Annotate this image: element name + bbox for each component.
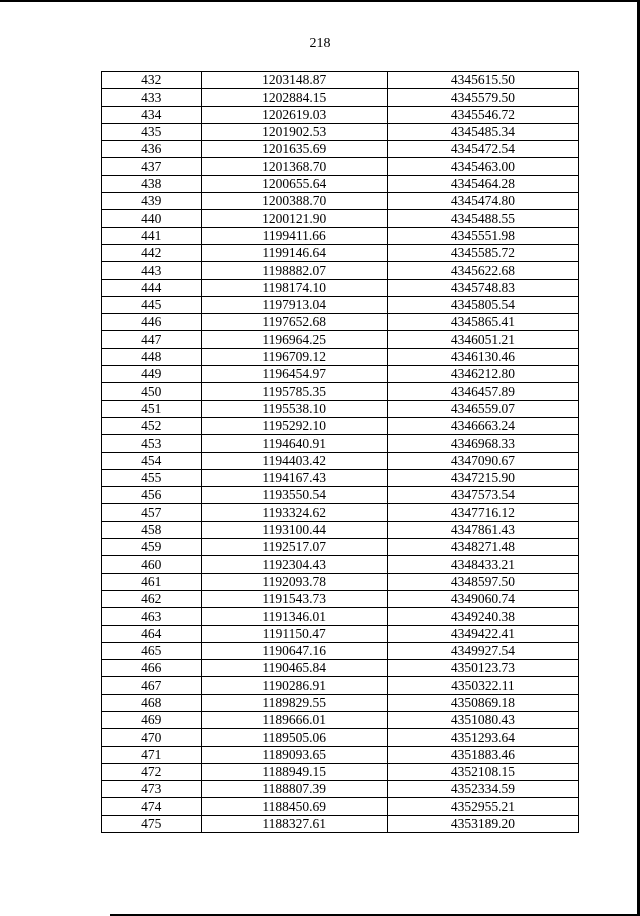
x-coordinate-cell: 1190465.84: [201, 660, 387, 677]
y-coordinate-cell: 4352334.59: [387, 781, 578, 798]
table-row: [102, 210, 579, 227]
table-row: [102, 227, 579, 244]
x-coordinate-cell: 1194167.43: [201, 469, 387, 486]
x-coordinate-cell: 1200121.90: [201, 210, 387, 227]
x-coordinate-cell: 1192517.07: [201, 539, 387, 556]
table-row: [102, 123, 579, 140]
y-coordinate-cell: 4350322.11: [387, 677, 578, 694]
x-coordinate-cell: 1197652.68: [201, 314, 387, 331]
y-coordinate-cell: 4349060.74: [387, 590, 578, 607]
point-number-cell: 439: [102, 193, 202, 210]
x-coordinate-cell: 1199146.64: [201, 244, 387, 261]
x-coordinate-cell: 1188949.15: [201, 763, 387, 780]
point-number-cell: 446: [102, 314, 202, 331]
point-number-cell: 470: [102, 729, 202, 746]
point-number-cell: 461: [102, 573, 202, 590]
y-coordinate-cell: 4347573.54: [387, 487, 578, 504]
x-coordinate-cell: 1200388.70: [201, 193, 387, 210]
x-coordinate-cell: 1192093.78: [201, 573, 387, 590]
table-row: [102, 106, 579, 123]
table-row: [102, 711, 579, 728]
point-number-cell: 456: [102, 487, 202, 504]
table-row: [102, 694, 579, 711]
point-number-cell: 460: [102, 556, 202, 573]
x-coordinate-cell: 1197913.04: [201, 296, 387, 313]
table-row: [102, 556, 579, 573]
x-coordinate-cell: 1189666.01: [201, 711, 387, 728]
point-number-cell: 454: [102, 452, 202, 469]
table-row: [102, 72, 579, 89]
table-row: [102, 89, 579, 106]
table-row: [102, 193, 579, 210]
x-coordinate-cell: 1201368.70: [201, 158, 387, 175]
table-row: [102, 400, 579, 417]
y-coordinate-cell: 4351883.46: [387, 746, 578, 763]
table-row: [102, 677, 579, 694]
y-coordinate-cell: 4349422.41: [387, 625, 578, 642]
point-number-cell: 452: [102, 417, 202, 434]
table-row: [102, 746, 579, 763]
y-coordinate-cell: 4345463.00: [387, 158, 578, 175]
scan-border-top: [0, 0, 640, 2]
point-number-cell: 469: [102, 711, 202, 728]
table-row: [102, 608, 579, 625]
point-number-cell: 438: [102, 175, 202, 192]
y-coordinate-cell: 4345805.54: [387, 296, 578, 313]
table-row: [102, 625, 579, 642]
table-row: [102, 244, 579, 261]
y-coordinate-cell: 4346051.21: [387, 331, 578, 348]
x-coordinate-cell: 1195292.10: [201, 417, 387, 434]
point-number-cell: 435: [102, 123, 202, 140]
x-coordinate-cell: 1189829.55: [201, 694, 387, 711]
point-number-cell: 473: [102, 781, 202, 798]
y-coordinate-cell: 4345472.54: [387, 141, 578, 158]
y-coordinate-cell: 4349927.54: [387, 642, 578, 659]
x-coordinate-cell: 1200655.64: [201, 175, 387, 192]
x-coordinate-cell: 1193324.62: [201, 504, 387, 521]
point-number-cell: 450: [102, 383, 202, 400]
x-coordinate-cell: 1188807.39: [201, 781, 387, 798]
x-coordinate-cell: 1189505.06: [201, 729, 387, 746]
x-coordinate-cell: 1196454.97: [201, 366, 387, 383]
x-coordinate-cell: 1201635.69: [201, 141, 387, 158]
point-number-cell: 459: [102, 539, 202, 556]
point-number-cell: 468: [102, 694, 202, 711]
coordinates-table-body: [102, 72, 579, 833]
x-coordinate-cell: 1191346.01: [201, 608, 387, 625]
y-coordinate-cell: 4350869.18: [387, 694, 578, 711]
y-coordinate-cell: 4346212.80: [387, 366, 578, 383]
x-coordinate-cell: 1188327.61: [201, 815, 387, 832]
table-row: [102, 435, 579, 452]
y-coordinate-cell: 4345546.72: [387, 106, 578, 123]
x-coordinate-cell: 1194640.91: [201, 435, 387, 452]
point-number-cell: 474: [102, 798, 202, 815]
y-coordinate-cell: 4351293.64: [387, 729, 578, 746]
y-coordinate-cell: 4346968.33: [387, 435, 578, 452]
y-coordinate-cell: 4346663.24: [387, 417, 578, 434]
x-coordinate-cell: 1196709.12: [201, 348, 387, 365]
x-coordinate-cell: 1195785.35: [201, 383, 387, 400]
table-row: [102, 452, 579, 469]
point-number-cell: 436: [102, 141, 202, 158]
x-coordinate-cell: 1188450.69: [201, 798, 387, 815]
x-coordinate-cell: 1203148.87: [201, 72, 387, 89]
y-coordinate-cell: 4346457.89: [387, 383, 578, 400]
table-row: [102, 366, 579, 383]
y-coordinate-cell: 4347716.12: [387, 504, 578, 521]
x-coordinate-cell: 1201902.53: [201, 123, 387, 140]
table-row: [102, 158, 579, 175]
y-coordinate-cell: 4345551.98: [387, 227, 578, 244]
x-coordinate-cell: 1190286.91: [201, 677, 387, 694]
table-row: [102, 729, 579, 746]
y-coordinate-cell: 4345579.50: [387, 89, 578, 106]
y-coordinate-cell: 4345464.28: [387, 175, 578, 192]
x-coordinate-cell: 1199411.66: [201, 227, 387, 244]
x-coordinate-cell: 1193100.44: [201, 521, 387, 538]
table-row: [102, 417, 579, 434]
y-coordinate-cell: 4352108.15: [387, 763, 578, 780]
table-row: [102, 815, 579, 832]
y-coordinate-cell: 4352955.21: [387, 798, 578, 815]
table-row: [102, 590, 579, 607]
point-number-cell: 466: [102, 660, 202, 677]
point-number-cell: 440: [102, 210, 202, 227]
point-number-cell: 455: [102, 469, 202, 486]
table-row: [102, 469, 579, 486]
point-number-cell: 462: [102, 590, 202, 607]
y-coordinate-cell: 4345488.55: [387, 210, 578, 227]
point-number-cell: 471: [102, 746, 202, 763]
point-number-cell: 475: [102, 815, 202, 832]
table-row: [102, 279, 579, 296]
point-number-cell: 458: [102, 521, 202, 538]
coordinates-table: [101, 71, 579, 833]
table-row: [102, 314, 579, 331]
table-row: [102, 348, 579, 365]
point-number-cell: 447: [102, 331, 202, 348]
point-number-cell: 463: [102, 608, 202, 625]
y-coordinate-cell: 4345865.41: [387, 314, 578, 331]
y-coordinate-cell: 4346130.46: [387, 348, 578, 365]
table-row: [102, 763, 579, 780]
point-number-cell: 465: [102, 642, 202, 659]
y-coordinate-cell: 4345622.68: [387, 262, 578, 279]
y-coordinate-cell: 4345748.83: [387, 279, 578, 296]
x-coordinate-cell: 1194403.42: [201, 452, 387, 469]
y-coordinate-cell: 4346559.07: [387, 400, 578, 417]
y-coordinate-cell: 4348433.21: [387, 556, 578, 573]
table-row: [102, 296, 579, 313]
table-row: [102, 487, 579, 504]
x-coordinate-cell: 1198174.10: [201, 279, 387, 296]
x-coordinate-cell: 1191543.73: [201, 590, 387, 607]
point-number-cell: 472: [102, 763, 202, 780]
point-number-cell: 464: [102, 625, 202, 642]
table-row: [102, 383, 579, 400]
x-coordinate-cell: 1190647.16: [201, 642, 387, 659]
table-row: [102, 331, 579, 348]
point-number-cell: 448: [102, 348, 202, 365]
y-coordinate-cell: 4347861.43: [387, 521, 578, 538]
y-coordinate-cell: 4347215.90: [387, 469, 578, 486]
y-coordinate-cell: 4349240.38: [387, 608, 578, 625]
point-number-cell: 453: [102, 435, 202, 452]
point-number-cell: 445: [102, 296, 202, 313]
x-coordinate-cell: 1195538.10: [201, 400, 387, 417]
x-coordinate-cell: 1202884.15: [201, 89, 387, 106]
y-coordinate-cell: 4348271.48: [387, 539, 578, 556]
point-number-cell: 441: [102, 227, 202, 244]
point-number-cell: 451: [102, 400, 202, 417]
x-coordinate-cell: 1192304.43: [201, 556, 387, 573]
y-coordinate-cell: 4350123.73: [387, 660, 578, 677]
table-row: [102, 262, 579, 279]
table-row: [102, 573, 579, 590]
point-number-cell: 457: [102, 504, 202, 521]
point-number-cell: 433: [102, 89, 202, 106]
table-row: [102, 521, 579, 538]
y-coordinate-cell: 4345585.72: [387, 244, 578, 261]
y-coordinate-cell: 4345474.80: [387, 193, 578, 210]
y-coordinate-cell: 4351080.43: [387, 711, 578, 728]
x-coordinate-cell: 1202619.03: [201, 106, 387, 123]
y-coordinate-cell: 4345615.50: [387, 72, 578, 89]
y-coordinate-cell: 4348597.50: [387, 573, 578, 590]
point-number-cell: 443: [102, 262, 202, 279]
x-coordinate-cell: 1191150.47: [201, 625, 387, 642]
point-number-cell: 467: [102, 677, 202, 694]
page-number: 218: [309, 36, 331, 51]
point-number-cell: 432: [102, 72, 202, 89]
table-row: [102, 175, 579, 192]
table-row: [102, 504, 579, 521]
point-number-cell: 444: [102, 279, 202, 296]
point-number-cell: 442: [102, 244, 202, 261]
table-row: [102, 660, 579, 677]
y-coordinate-cell: 4345485.34: [387, 123, 578, 140]
x-coordinate-cell: 1196964.25: [201, 331, 387, 348]
x-coordinate-cell: 1193550.54: [201, 487, 387, 504]
point-number-cell: 449: [102, 366, 202, 383]
table-row: [102, 781, 579, 798]
point-number-cell: 434: [102, 106, 202, 123]
table-row: [102, 141, 579, 158]
x-coordinate-cell: 1198882.07: [201, 262, 387, 279]
table-row: [102, 798, 579, 815]
x-coordinate-cell: 1189093.65: [201, 746, 387, 763]
y-coordinate-cell: 4347090.67: [387, 452, 578, 469]
point-number-cell: 437: [102, 158, 202, 175]
table-row: [102, 539, 579, 556]
table-row: [102, 642, 579, 659]
y-coordinate-cell: 4353189.20: [387, 815, 578, 832]
